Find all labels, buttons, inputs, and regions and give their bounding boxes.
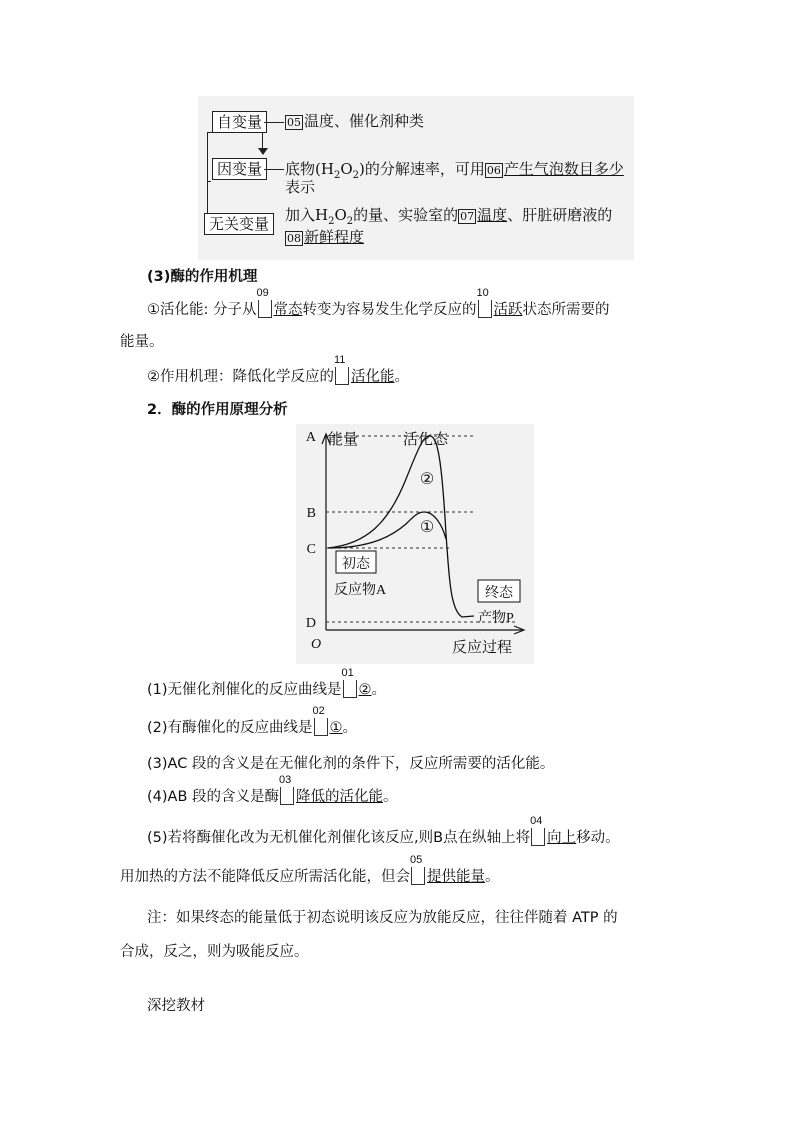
irrelevant-answer-1: 温度 xyxy=(477,206,508,224)
answer-text: 降低的活化能 xyxy=(296,789,384,805)
question-5-line1: (5)若将酶催化改为无机催化剂催化该反应,则B点在纵轴上将 04 向上移动。 xyxy=(147,815,620,846)
dependent-variable-text-line2: 表示 xyxy=(285,178,316,196)
answer-text: 活跃 xyxy=(493,302,523,318)
answer-blank: 04 xyxy=(531,828,545,846)
question-4: (4)AB 段的含义是酶 03 降低的活化能。 xyxy=(147,774,398,805)
product-label: 产物P xyxy=(478,611,514,626)
blank-number: 06 xyxy=(486,163,501,177)
answer-text: ② xyxy=(358,682,372,698)
blank-number: 08 xyxy=(287,231,301,245)
answer-text: 常态 xyxy=(273,302,303,318)
initial-state-label: 初态 xyxy=(342,557,370,572)
peak-label: 活化态 xyxy=(403,432,449,448)
question-3: (3)AC 段的含义是在无催化剂的条件下，反应所需要的活化能。 xyxy=(147,756,555,772)
dash-line xyxy=(264,169,284,170)
section-3-heading: (3)酶的作用机理 xyxy=(147,269,258,285)
y-tick-label: D xyxy=(305,616,316,631)
activation-energy-line1: ①活化能: 分子从 09 常态转变为容易发生化学反应的 10 活跃状态所需要的 xyxy=(147,287,610,318)
dash-line xyxy=(264,122,284,123)
y-axis-label: 能量 xyxy=(328,432,359,448)
activation-energy-line2: 能量。 xyxy=(120,334,164,350)
irrelevant-variable-box: 无关变量 xyxy=(204,213,274,235)
answer-blank: 02 xyxy=(314,718,328,736)
irrelevant-variable-text-line2 xyxy=(285,228,364,247)
series-label-2: ② xyxy=(419,471,435,488)
energy-chart-svg xyxy=(296,424,534,664)
answer-text: 活化能 xyxy=(351,369,395,385)
independent-variable-text xyxy=(285,112,424,131)
irrelevant-answer-2: 新鲜程度 xyxy=(304,228,365,246)
final-state-label: 终态 xyxy=(485,586,513,601)
answer-blank: 10 xyxy=(478,300,492,318)
y-tick-label: C xyxy=(306,542,316,557)
independent-answer: 温度、催化剂种类 xyxy=(304,112,425,130)
deep-dig-heading: 深挖教材 xyxy=(147,998,205,1014)
dependent-answer: 产生气泡数目多少 xyxy=(503,160,624,178)
energy-chart xyxy=(296,424,534,664)
answer-text: ① xyxy=(329,720,343,736)
x-axis-label: 反应过程 xyxy=(452,640,513,656)
arrow-down-icon xyxy=(258,148,268,155)
y-tick-label: B xyxy=(306,506,316,521)
dependent-variable-text: 底物$(H_2O_2)$的分解速率，可用 06 产生气泡数目多少 xyxy=(285,160,624,181)
note-line1: 注：如果终态的能量低于初态说明该反应为放能反应，往往伴随着 ATP 的 xyxy=(147,910,618,926)
independent-variable-box: 自变量 xyxy=(212,111,267,133)
answer-blank: 01 xyxy=(343,680,357,698)
answer-blank: 05 xyxy=(411,867,425,885)
blank-number: 05 xyxy=(287,115,301,129)
variables-figure xyxy=(198,96,634,260)
note-line2: 合成，反之，则为吸能反应。 xyxy=(120,944,309,960)
mechanism-line: ②作用机理：降低化学反应的 11 活化能。 xyxy=(147,354,409,385)
answer-blank: 09 xyxy=(258,300,272,318)
question-2: (2)有酶催化的反应曲线是 02 ①。 xyxy=(147,705,358,736)
question-5-line2: 用加热的方法不能降低反应所需活化能，但会 05 提供能量。 xyxy=(120,854,500,885)
section-2-heading: 2．酶的作用原理分析 xyxy=(147,402,288,418)
blank-number: 07 xyxy=(460,209,475,223)
answer-text: 提供能量 xyxy=(427,869,485,885)
y-tick-label: A xyxy=(305,430,316,445)
reactant-label: 反应物A xyxy=(334,583,387,598)
connector-mid xyxy=(207,181,211,182)
series-label-1: ① xyxy=(419,519,435,536)
dependent-variable-box: 因变量 xyxy=(212,158,267,180)
answer-blank: 03 xyxy=(280,787,294,805)
irrelevant-variable-text: 加入$H_2O_2$的量、实验室的 07 温度、肝脏研磨液的 xyxy=(285,206,613,227)
answer-text: 向上 xyxy=(547,830,577,846)
answer-blank: 11 xyxy=(335,367,349,385)
origin-label: O xyxy=(311,637,322,652)
question-1: (1)无催化剂催化的反应曲线是 01 ②。 xyxy=(147,667,387,698)
